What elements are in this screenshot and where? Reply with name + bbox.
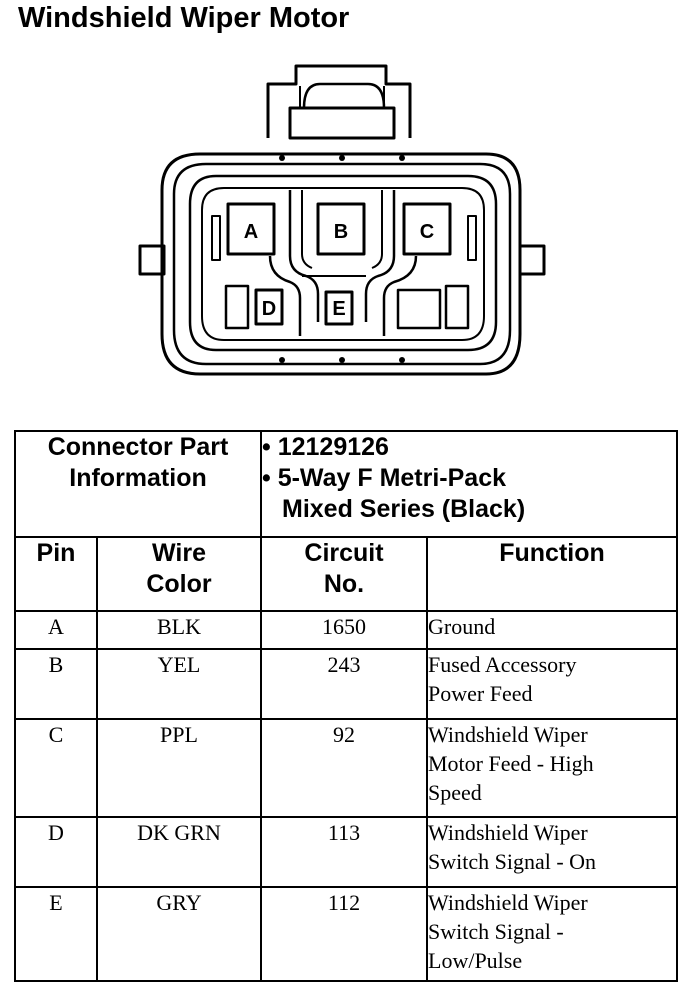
circuit-cell: 243 <box>261 649 427 719</box>
header-circuit-no: Circuit No. <box>261 537 427 611</box>
header-function: Function <box>427 537 677 611</box>
connector-face-drawing <box>0 50 688 390</box>
header-pin: Pin <box>15 537 97 611</box>
wire-color-cell: YEL <box>97 649 261 719</box>
circuit-cell: 113 <box>261 817 427 887</box>
connector-info-table <box>14 430 678 982</box>
function-cell: Fused Accessory Power Feed <box>427 649 677 719</box>
part-info-label: Connector Part Information <box>15 431 261 537</box>
pin-cell: E <box>15 887 97 981</box>
wire-color-cell: PPL <box>97 719 261 817</box>
wire-color-cell: GRY <box>97 887 261 981</box>
pin-label-d: D <box>261 298 277 320</box>
table-row <box>15 887 677 981</box>
function-cell: Windshield Wiper Motor Feed - High Speed <box>427 719 677 817</box>
pin-label-a: A <box>243 221 259 243</box>
table-row <box>15 817 677 887</box>
function-cell: Windshield Wiper Switch Signal - Low/Pulse <box>427 887 677 981</box>
wire-color-cell: DK GRN <box>97 817 261 887</box>
table-row <box>15 611 677 649</box>
pin-label-e: E <box>332 298 346 320</box>
function-cell: Windshield Wiper Switch Signal - On <box>427 817 677 887</box>
pin-cell: C <box>15 719 97 817</box>
function-cell: Ground <box>427 611 677 649</box>
wire-color-cell: BLK <box>97 611 261 649</box>
table-row <box>15 719 677 817</box>
page-title: Windshield Wiper Motor <box>18 2 350 34</box>
pin-cell: D <box>15 817 97 887</box>
table-row <box>15 649 677 719</box>
part-description-line-2: Mixed Series (Black) <box>282 495 526 523</box>
part-number: • 12129126 <box>262 433 389 461</box>
connector-diagram <box>0 50 688 390</box>
header-wire-color: Wire Color <box>97 537 261 611</box>
pin-label-c: C <box>419 221 435 243</box>
part-info-row <box>15 431 677 537</box>
part-description-line-1: • 5-Way F Metri-Pack <box>262 464 507 492</box>
circuit-cell: 112 <box>261 887 427 981</box>
pin-label-b: B <box>333 221 349 243</box>
column-header-row <box>15 537 677 611</box>
part-info-value <box>261 431 677 537</box>
circuit-cell: 1650 <box>261 611 427 649</box>
pin-cell: B <box>15 649 97 719</box>
pin-cell: A <box>15 611 97 649</box>
circuit-cell: 92 <box>261 719 427 817</box>
